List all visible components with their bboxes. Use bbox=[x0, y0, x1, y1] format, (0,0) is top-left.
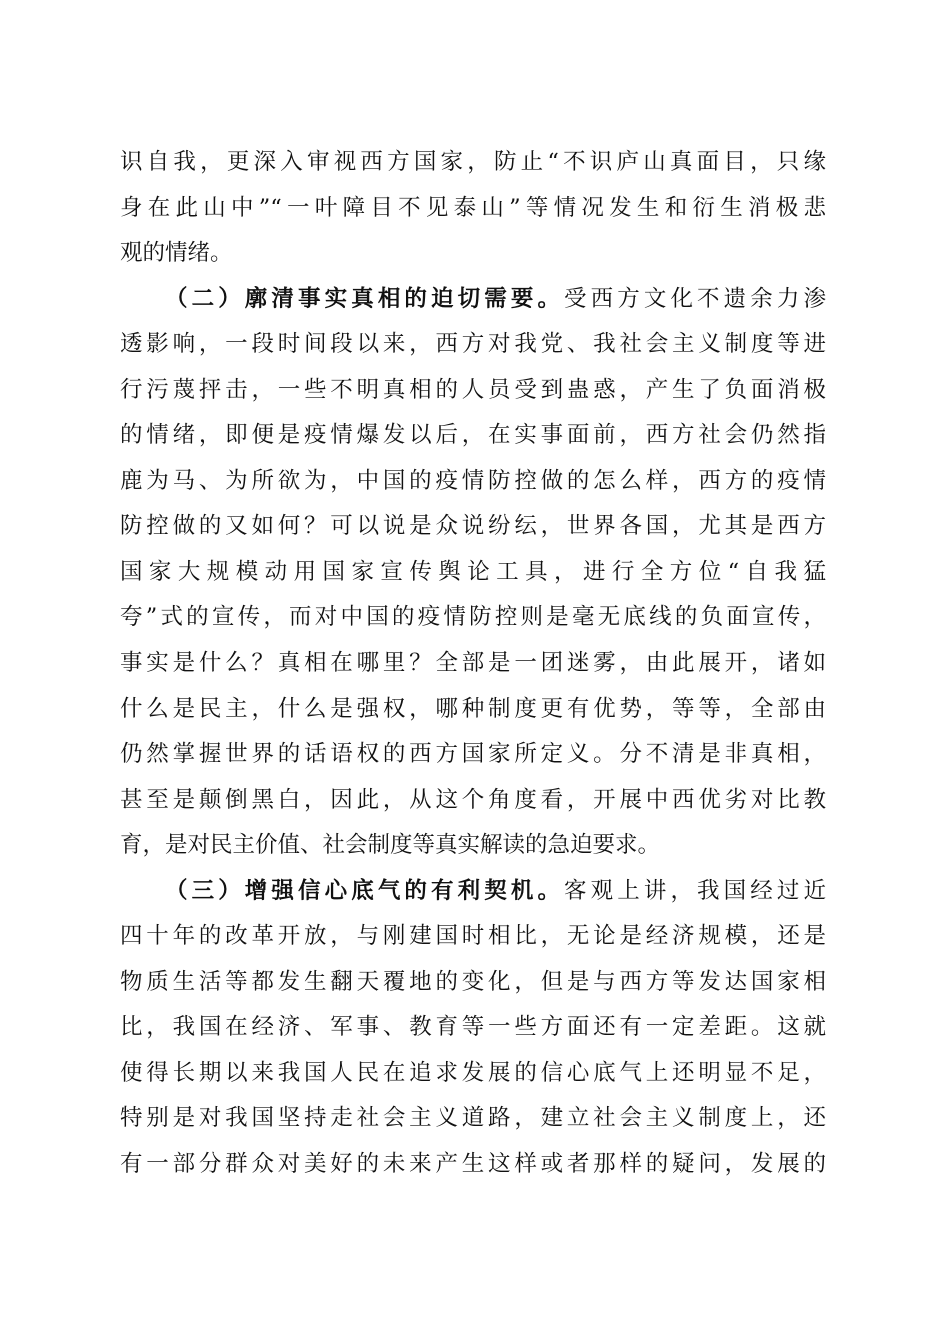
text-line: 有一部分群众对美好的未来产生这样或者那样的疑问，发展的 bbox=[120, 1151, 826, 1178]
text-line: 物质生活等都发生翻天覆地的变化，但是与西方等发达国家相 bbox=[120, 968, 826, 995]
text-line: 四十年的改革开放，与刚建国时相比，无论是经济规模，还是 bbox=[120, 923, 826, 950]
text-line: 事实是什么？真相在哪里？全部是一团迷雾，由此展开，诸如 bbox=[120, 650, 826, 677]
body-text bbox=[120, 140, 826, 1188]
paragraph-3 bbox=[120, 869, 826, 1188]
text-line: 特别是对我国坚持走社会主义道路，建立社会主义制度上，还 bbox=[120, 1105, 826, 1132]
text-line: 的情绪，即便是疫情爆发以后，在实事面前，西方社会仍然指 bbox=[120, 422, 826, 449]
text-line: 识自我，更深入审视西方国家，防止“不识庐山真面目，只缘 bbox=[120, 149, 826, 175]
text-line: 比，我国在经济、军事、教育等一些方面还有一定差距。这就 bbox=[120, 1014, 826, 1041]
text-run: 受西方文化不遗余力渗 bbox=[564, 285, 826, 312]
text-line: 防控做的又如何？可以说是众说纷纭，世界各国，尤其是西方 bbox=[120, 513, 826, 540]
text-line: 使得长期以来我国人民在追求发展的信心底气上还明显不足， bbox=[120, 1059, 826, 1086]
text-line: 行污蔑抨击，一些不明真相的人员受到蛊惑，产生了负面消极 bbox=[120, 376, 826, 403]
paragraph-first-line bbox=[120, 277, 826, 323]
text-line: 甚至是颠倒黑白，因此，从这个角度看，开展中西优劣对比教 bbox=[120, 786, 826, 813]
paragraph-2 bbox=[120, 277, 826, 869]
text-run: 客观上讲，我国经过近 bbox=[564, 877, 826, 904]
text-line: 国家大规模动用国家宣传舆论工具，进行全方位“自我猛 bbox=[120, 558, 826, 585]
text-line: 透影响，一段时间段以来，西方对我党、我社会主义制度等进 bbox=[120, 331, 826, 358]
paragraph-first-line bbox=[120, 869, 826, 915]
text-line: 仍然掌握世界的话语权的西方国家所定义。分不清是非真相， bbox=[120, 741, 826, 768]
text-line: 身在此山中”“一叶障目不见泰山”等情况发生和衍生消极悲 bbox=[120, 194, 826, 221]
text-line: 育，是对民主价值、社会制度等真实解读的急迫要求。 bbox=[120, 832, 661, 859]
text-line: 鹿为马、为所欲为，中国的疫情防控做的怎么样，西方的疫情 bbox=[120, 467, 826, 494]
section-heading: （三）增强信心底气的有利契机。 bbox=[165, 877, 565, 904]
text-line: 观的情绪。 bbox=[120, 240, 233, 267]
section-heading: （二）廓清事实真相的迫切需要。 bbox=[165, 285, 565, 312]
paragraph-1 bbox=[120, 140, 826, 277]
text-line: 夸”式的宣传，而对中国的疫情防控则是毫无底线的负面宣传， bbox=[120, 604, 826, 631]
text-line: 什么是民主，什么是强权，哪种制度更有优势，等等，全部由 bbox=[120, 695, 826, 722]
